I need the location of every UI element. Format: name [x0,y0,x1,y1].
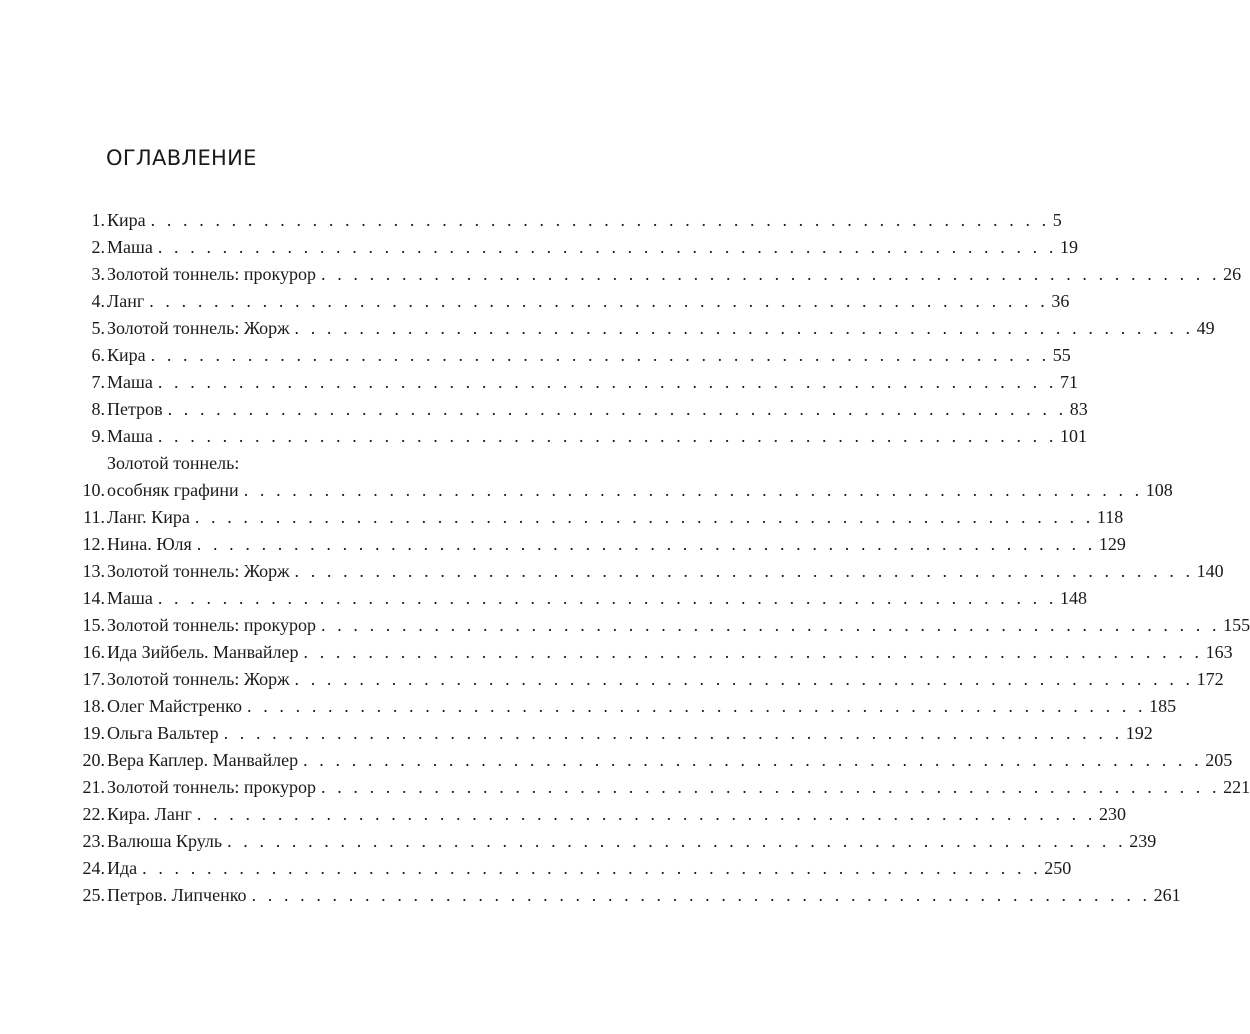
toc-entry-title: Вера Каплер. Манвайлер [107,750,299,770]
toc-entry-body [107,207,1062,234]
toc-entry-line [107,288,1070,315]
toc-entry-title: Маша [107,426,153,446]
dot-leader: . . . . . . . . . . . . . . . . . . . . . . . . . . . . . . . . . . . . . . . . . . . . . . . . . . . . . . . . [294,669,1194,689]
toc-entry-page-number: 148 [1059,588,1087,608]
dot-leader: . . . . . . . . . . . . . . . . . . . . . . . . . . . . . . . . . . . . . . . . . . . . . . . . . . . . . . . . [157,588,1057,608]
toc-entry-body [107,315,1215,342]
toc-entry-line [107,558,1224,585]
toc-entry-body [107,450,1173,504]
toc-entry-body [107,234,1078,261]
toc-entry-body [107,369,1078,396]
toc-entry-body [107,504,1124,531]
toc-entry-line [107,639,1233,666]
toc-entry-title: Ольга Вальтер [107,723,219,743]
page-title: ОГЛАВЛЕНИЕ [106,146,257,170]
toc-entry-line [107,828,1157,855]
toc-entry-number: 2. [91,237,105,257]
toc-entry [70,342,1071,369]
toc-entry-number: 24. [82,858,105,878]
toc-entry-title: особняк графини [107,480,239,500]
toc-entry-number: 6. [91,345,105,365]
toc-entry-title: Маша [107,372,153,392]
toc-entry-title: Петров [107,399,163,419]
toc-entry-line [107,882,1181,909]
dot-leader: . . . . . . . . . . . . . . . . . . . . . . . . . . . . . . . . . . . . . . . . . . . . . . . . . . . . . . . . [251,885,1151,905]
toc-entry-line [107,477,1173,504]
toc-entry [70,450,1173,504]
toc-entry [70,612,1250,639]
toc-entry-title: Ида [107,858,138,878]
toc-entry-body [107,423,1087,450]
toc-entry-number: 13. [82,561,105,581]
toc-entry-number: 4. [91,291,105,311]
toc-entry-title: Золотой тоннель: Жорж [107,561,290,581]
toc-entry-page-number: 83 [1069,399,1088,419]
toc-entry-title-first-line: Золотой тоннель: [107,453,240,473]
toc-entry [70,558,1224,585]
toc-entry-title: Маша [107,588,153,608]
toc-entry-line [107,531,1126,558]
toc-entry-page-number: 155 [1223,615,1250,635]
toc-entry-page-number: 36 [1051,291,1070,311]
toc-entry-page-number: 118 [1096,507,1124,527]
toc-entry-number: 17. [82,669,105,689]
toc-entry-line [107,369,1078,396]
toc-entry-title: Золотой тоннель: прокурор [107,777,316,797]
toc-entry-page-number: 26 [1223,264,1242,284]
dot-leader: . . . . . . . . . . . . . . . . . . . . . . . . . . . . . . . . . . . . . . . . . . . . . . . . . . . . . . . . [294,561,1194,581]
toc-entry-body [107,396,1088,423]
toc-entry-page-number: 101 [1059,426,1087,446]
toc-entry-line [107,207,1062,234]
toc-entry-number: 20. [82,750,105,770]
toc-entry-line [107,612,1250,639]
toc-entry [70,531,1126,558]
toc-entry-title: Кира [107,345,146,365]
toc-entry [70,585,1087,612]
toc-entry-number: 25. [82,885,105,905]
dot-leader: . . . . . . . . . . . . . . . . . . . . . . . . . . . . . . . . . . . . . . . . . . . . . . . . . . . . . . . . [303,642,1203,662]
toc-entry-title: Валюша Круль [107,831,223,851]
toc-entry-page-number: 239 [1129,831,1157,851]
toc-entry-body [107,558,1224,585]
toc-entry [70,423,1087,450]
toc-entry-page-number: 49 [1196,318,1215,338]
toc-entry-number: 22. [82,804,105,824]
toc-entry-line [107,504,1124,531]
toc-entry-line [107,801,1126,828]
toc-entry-page-number: 5 [1052,210,1062,230]
toc-entry-number: 21. [82,777,105,797]
dot-leader: . . . . . . . . . . . . . . . . . . . . . . . . . . . . . . . . . . . . . . . . . . . . . . . . . . . . . . . . [142,858,1042,878]
toc-entry [70,774,1250,801]
dot-leader: . . . . . . . . . . . . . . . . . . . . . . . . . . . . . . . . . . . . . . . . . . . . . . . . . . . . . . . . [157,426,1057,446]
dot-leader: . . . . . . . . . . . . . . . . . . . . . . . . . . . . . . . . . . . . . . . . . . . . . . . . . . . . . . . . [149,291,1049,311]
toc-entry-title: Петров. Липченко [107,885,247,905]
toc-entry [70,261,1242,288]
toc-entry-body [107,612,1250,639]
dot-leader: . . . . . . . . . . . . . . . . . . . . . . . . . . . . . . . . . . . . . . . . . . . . . . . . . . . . . . . . [196,534,1096,554]
toc-entry-number: 7. [91,372,105,392]
toc-entry [70,801,1126,828]
toc-entry-body [107,720,1153,747]
toc-entry-page-number: 129 [1098,534,1126,554]
toc-entry-line [107,342,1071,369]
toc-entry-number: 1. [91,210,105,230]
toc-entry-title: Маша [107,237,153,257]
toc-entry [70,639,1233,666]
toc-entry-title: Золотой тоннель: прокурор [107,615,316,635]
toc-entry-line [107,261,1242,288]
dot-leader: . . . . . . . . . . . . . . . . . . . . . . . . . . . . . . . . . . . . . . . . . . . . . . . . . . . . . . . . [150,210,1050,230]
dot-leader: . . . . . . . . . . . . . . . . . . . . . . . . . . . . . . . . . . . . . . . . . . . . . . . . . . . . . . . . [227,831,1127,851]
toc-entry [70,234,1078,261]
toc-entry-title: Кира [107,210,146,230]
dot-leader: . . . . . . . . . . . . . . . . . . . . . . . . . . . . . . . . . . . . . . . . . . . . . . . . . . . . . . . . [294,318,1194,338]
toc-entry-title: Нина. Юля [107,534,192,554]
toc-entry-title: Золотой тоннель: Жорж [107,318,290,338]
dot-leader: . . . . . . . . . . . . . . . . . . . . . . . . . . . . . . . . . . . . . . . . . . . . . . . . . . . . . . . . [243,480,1143,500]
toc-entry [70,504,1124,531]
toc-entry-line [107,315,1215,342]
toc-entry-body [107,828,1157,855]
toc-entry-title: Ланг. Кира [107,507,190,527]
toc-entry-title: Ланг [107,291,145,311]
dot-leader: . . . . . . . . . . . . . . . . . . . . . . . . . . . . . . . . . . . . . . . . . . . . . . . . . . . . . . . . [321,777,1221,797]
toc-entry-body [107,693,1177,720]
toc-entry-line [107,234,1078,261]
toc-entry-page-number: 140 [1196,561,1224,581]
toc-entry-body [107,531,1126,558]
toc-entry-body [107,585,1087,612]
toc-entry [70,828,1157,855]
toc-entry-body [107,747,1233,774]
toc-entry-page-number: 108 [1145,480,1173,500]
toc-entry-body [107,288,1070,315]
toc-entry-number: 10. [82,480,105,500]
table-of-contents [70,207,1250,909]
dot-leader: . . . . . . . . . . . . . . . . . . . . . . . . . . . . . . . . . . . . . . . . . . . . . . . . . . . . . . . . [196,804,1096,824]
toc-entry [70,207,1062,234]
toc-entry-title: Кира. Ланг [107,804,192,824]
toc-entry-line [107,585,1087,612]
toc-entry-body [107,261,1242,288]
toc-entry-number: 14. [82,588,105,608]
toc-entry-page-number: 185 [1149,696,1177,716]
toc-entry-page-number: 192 [1125,723,1153,743]
toc-entry-number: 3. [91,264,105,284]
toc-entry-line [107,693,1177,720]
toc-entry-title: Золотой тоннель: прокурор [107,264,316,284]
toc-entry-body [107,855,1072,882]
toc-entry [70,882,1181,909]
toc-entry-page-number: 172 [1196,669,1224,689]
dot-leader: . . . . . . . . . . . . . . . . . . . . . . . . . . . . . . . . . . . . . . . . . . . . . . . . . . . . . . . . [157,237,1057,257]
toc-entry [70,720,1153,747]
toc-entry-page-number: 71 [1059,372,1078,392]
toc-entry-page-number: 19 [1059,237,1078,257]
toc-entry-number: 19. [82,723,105,743]
toc-entry-number: 11. [83,507,105,527]
toc-entry-body [107,882,1181,909]
toc-entry-line [107,747,1233,774]
toc-entry [70,396,1088,423]
toc-entry-number: 9. [91,426,105,446]
toc-entry-title: Олег Майстренко [107,696,243,716]
toc-entry-number: 15. [82,615,105,635]
toc-entry-page-number: 205 [1205,750,1233,770]
toc-entry-line [107,855,1072,882]
toc-entry-page-number: 55 [1052,345,1071,365]
toc-entry-line [107,423,1087,450]
dot-leader: . . . . . . . . . . . . . . . . . . . . . . . . . . . . . . . . . . . . . . . . . . . . . . . . . . . . . . . . [303,750,1203,770]
toc-entry [70,369,1078,396]
toc-entry-number: 8. [91,399,105,419]
toc-entry [70,693,1177,720]
toc-entry [70,855,1072,882]
toc-entry-line [107,666,1224,693]
toc-entry-number: 18. [82,696,105,716]
dot-leader: . . . . . . . . . . . . . . . . . . . . . . . . . . . . . . . . . . . . . . . . . . . . . . . . . . . . . . . . [223,723,1123,743]
dot-leader: . . . . . . . . . . . . . . . . . . . . . . . . . . . . . . . . . . . . . . . . . . . . . . . . . . . . . . . . [150,345,1050,365]
dot-leader: . . . . . . . . . . . . . . . . . . . . . . . . . . . . . . . . . . . . . . . . . . . . . . . . . . . . . . . . [321,264,1221,284]
toc-entry [70,666,1224,693]
toc-entry-number: 5. [91,318,105,338]
toc-entry-page-number: 250 [1044,858,1072,878]
toc-entry-line [107,720,1153,747]
dot-leader: . . . . . . . . . . . . . . . . . . . . . . . . . . . . . . . . . . . . . . . . . . . . . . . . . . . . . . . . [167,399,1067,419]
toc-entry-body [107,666,1224,693]
toc-entry-page-number: 261 [1153,885,1181,905]
dot-leader: . . . . . . . . . . . . . . . . . . . . . . . . . . . . . . . . . . . . . . . . . . . . . . . . . . . . . . . . [194,507,1094,527]
toc-entry-page-number: 221 [1223,777,1250,797]
toc-entry-line [107,774,1250,801]
toc-entry-title: Ида Зийбель. Манвайлер [107,642,299,662]
toc-entry [70,747,1233,774]
toc-entry-page-number: 230 [1098,804,1126,824]
toc-entry-number: 12. [82,534,105,554]
toc-entry [70,315,1215,342]
dot-leader: . . . . . . . . . . . . . . . . . . . . . . . . . . . . . . . . . . . . . . . . . . . . . . . . . . . . . . . . [157,372,1057,392]
toc-entry-body [107,639,1233,666]
toc-entry-body [107,801,1126,828]
toc-entry-line [107,396,1088,423]
toc-entry-page-number: 163 [1205,642,1233,662]
toc-entry [70,288,1070,315]
toc-entry-number: 23. [82,831,105,851]
dot-leader: . . . . . . . . . . . . . . . . . . . . . . . . . . . . . . . . . . . . . . . . . . . . . . . . . . . . . . . . [247,696,1147,716]
toc-entry-number: 16. [82,642,105,662]
dot-leader: . . . . . . . . . . . . . . . . . . . . . . . . . . . . . . . . . . . . . . . . . . . . . . . . . . . . . . . . [321,615,1221,635]
toc-entry-body [107,342,1071,369]
toc-entry-body [107,774,1250,801]
toc-entry-title: Золотой тоннель: Жорж [107,669,290,689]
